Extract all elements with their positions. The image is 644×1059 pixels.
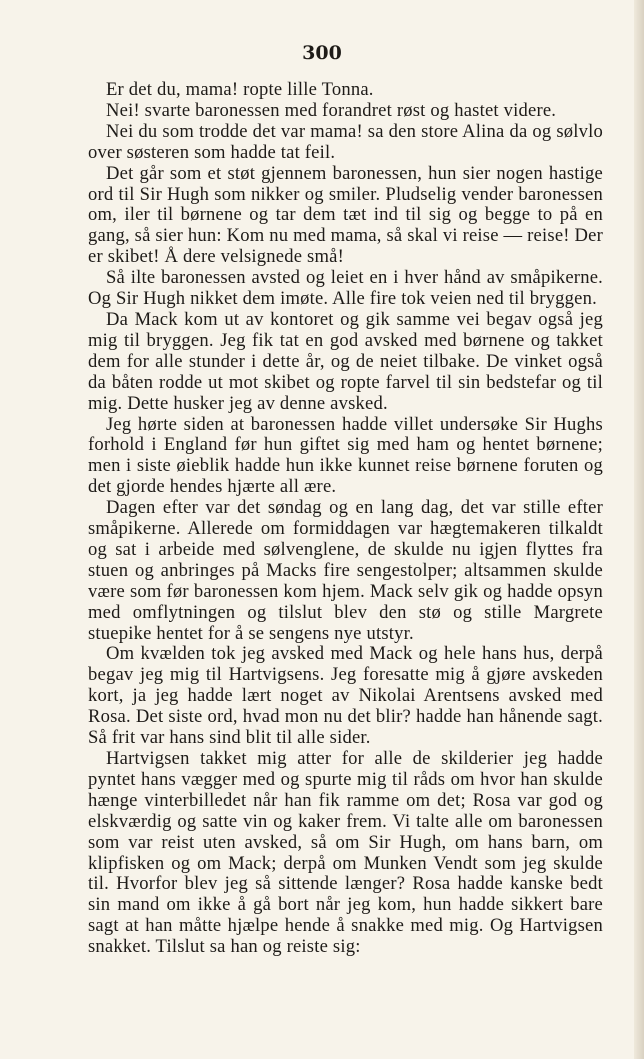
paragraph-6: Da Mack kom ut av kontoret og gik samme vei begav også jeg mig til bryggen. Jeg fik tat en god avsked med børnene og takket dem for alle stunder i dette år, og de neiet tilbake. De vinket også da båten rodde ut mot skibet og ropte farvel til sin bedstefar og til mig. Dette husker jeg av denne avsked. (88, 308, 603, 414)
paragraph-2: Nei! svarte baronessen med forandret røst og hastet videre. (106, 99, 557, 121)
paragraph-3: Nei du som trodde det var mama! sa den store Alina da og sølvlo over søsteren som hadde tat feil. (88, 120, 603, 163)
body-text (88, 80, 603, 958)
paragraph-5: Så ilte baronessen avsted og leiet en i hver hånd av småpikerne. Og Sir Hugh nikket dem imøte. Alle fire tok veien ned til bryggen. (88, 267, 603, 310)
paragraph-9: Om kvælden tok jeg avsked med Mack og hele hans hus, derpå begav jeg mig til Hartvigsens. Jeg foresatte mig å gjøre avskeden kort, ja jeg hadde lært noget av Nikolai Arentsens avsked med Rosa. Det siste ord, hvad mon nu det blir? hadde han hånende sagt. Så frit var hans sind blit til alle sider. (88, 643, 603, 749)
page-edge-shadow (634, 0, 644, 1059)
paragraph-8: Dagen efter var det søndag og en lang dag, det var stille efter småpikerne. Allerede om formiddagen var hægtemakeren tilkaldt og sat i arbeide med sølvenglene, de skulde nu igjen flyttes fra stuen og anbringes på Macks fire sengestolper; altsammen skulde være som før baronessen kom hjem. Mack selv gik og hadde opsyn med omflytningen og tilslut blev den stø og stille Margrete stuepike hentet for å se sengens nye utstyr. (88, 497, 603, 644)
paragraph-7: Jeg hørte siden at baronessen hadde villet undersøke Sir Hughs forhold i England før hun giftet sig med ham og hentet børnene; men i siste øieblik hadde hun ikke kunnet reise børnene foruten og det gjorde hendes hjærte all ære. (88, 413, 603, 498)
page-number: 300 (302, 42, 342, 64)
paragraph-10: Hartvigsen takket mig atter for alle de skilderier jeg hadde pyntet hans vægger med og spurte mig til råds om hvor han skulde hænge vinterbilledet når han fik ramme om det; Rosa var god og elskværdig og satte vin og kaker frem. Vi talte alle om baronessen som var reist uten avsked, så om Sir Hugh, om hans barn, om klipfisken og om Mack; derpå om Munken Vendt som jeg skulde til. Hvorfor blev jeg så sittende længer? Rosa hadde kanske bedt sin mand om ikke å gå bort når jeg kom, hun hadde sikkert bare sagt at han måtte hjælpe hende å snakke med mig. Og Hartvigsen snakket. Tilslut sa han og reiste sig: (88, 748, 603, 958)
paragraph-1: Er det du, mama! ropte lille Tonna. (106, 79, 374, 100)
paragraph-4: Det går som et støt gjennem baronessen, hun sier nogen hastige ord til Sir Hugh som nikker og smiler. Pludselig vender baronessen om, iler til børnene og tar dem tæt ind til sig og begge to på en gang, så sier hun: Kom nu med mama, så skal vi reise — reise! Der er skibet! Å dere velsignede små! (88, 162, 603, 268)
